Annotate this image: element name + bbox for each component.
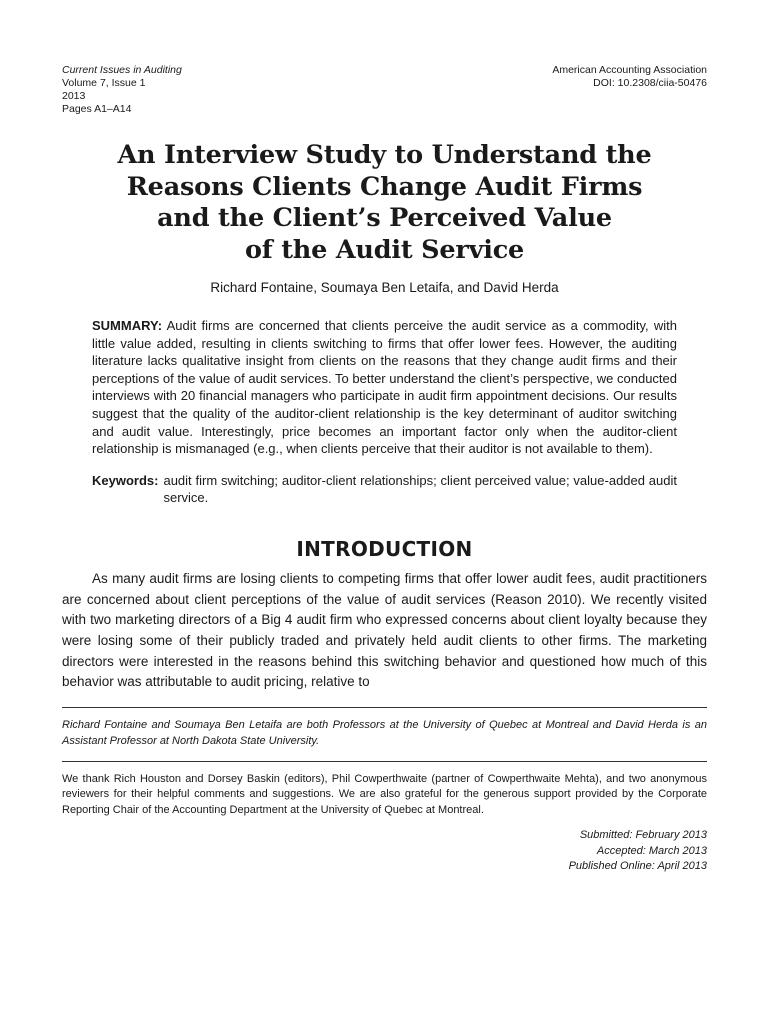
author-list: Richard Fontaine, Soumaya Ben Letaifa, and David Herda <box>210 280 559 295</box>
summary-label: SUMMARY: <box>92 318 163 333</box>
journal-year: 2013 <box>62 90 86 102</box>
summary-abstract <box>92 317 677 458</box>
title-line: and the Client’s Perceived Value <box>157 203 612 233</box>
journal-pages: Pages A1–A14 <box>62 103 132 115</box>
accepted-date: Accepted: March 2013 <box>596 844 707 857</box>
title-line: of the Audit Service <box>244 234 525 265</box>
keywords-label: Keywords: <box>92 472 159 488</box>
acknowledgment-note: We thank Rich Houston and Dorsey Baskin (editors), Phil Cowperthwaite (partner of Cowperthwaite Mehta), and two anonymous reviewers for their helpful comments and suggestions. We are also grateful for the generous support provided by the Corporate Reporting Chair of the Accounting Department at the University of Quebec at Montreal. <box>62 772 707 816</box>
publication-dates <box>62 828 707 874</box>
publisher-name: American Accounting Association <box>552 64 707 76</box>
keywords-text: audit firm switching; auditor-client relationships; client perceived value; value-added audit service. <box>163 472 677 506</box>
paper-page <box>62 64 707 874</box>
title-line: Reasons Clients Change Audit Firms <box>126 171 643 202</box>
publisher-info <box>552 64 707 116</box>
footnote-divider <box>62 707 707 708</box>
section-heading-introduction: INTRODUCTION <box>296 536 473 561</box>
title-line: An Interview Study to Understand the <box>117 140 652 170</box>
page-header <box>62 64 707 116</box>
submitted-date: Submitted: February 2013 <box>579 829 707 842</box>
author-affiliation-note: Richard Fontaine and Soumaya Ben Letaifa are both Professors at the University of Quebec at Montreal and David Herda is an Assistant Professor at North Dakota State University. <box>62 719 707 747</box>
published-date: Published Online: April 2013 <box>568 860 707 872</box>
doi: DOI: 10.2308/ciia-50476 <box>593 77 707 89</box>
introduction-paragraph: As many audit firms are losing clients to competing firms that offer lower audit fees, audit practitioners are concerned about client perceptions of the value of audit services (Reason 2010). We recently visited with two marketing directors of a Big 4 audit firm who expressed concerns about client loyalty because they were losing some of their publicly traded and privately held audit clients to other firms. The marketing directors were interested in the reasons behind this switching behavior and questioned how much of this behavior was attributable to audit pricing, relative to <box>62 570 707 690</box>
summary-text: Audit firms are concerned that clients perceive the audit service as a commodity, with little value added, resulting in clients switching to firms that offer lower fees. However, the auditing literature lacks qualitative insight from clients on the reasons that they change audit firms and their perceptions of the value of audit services. To better understand the client’s perspective, we conducted interviews with 20 financial managers who participate in audit firm appointment decisions. Our results suggest that the quality of the auditor-client relationship is the key determinant of auditor switching and audit value. Interestingly, price becomes an important factor only when the auditor-client relationship is mismanaged (e.g., when clients perceive that their auditor is not available to them). <box>92 318 677 457</box>
journal-volume: Volume 7, Issue 1 <box>62 77 146 89</box>
footnote-divider <box>62 761 707 762</box>
journal-info <box>62 64 182 116</box>
paper-title <box>62 140 707 266</box>
keywords <box>92 472 677 507</box>
journal-name: Current Issues in Auditing <box>62 64 182 76</box>
